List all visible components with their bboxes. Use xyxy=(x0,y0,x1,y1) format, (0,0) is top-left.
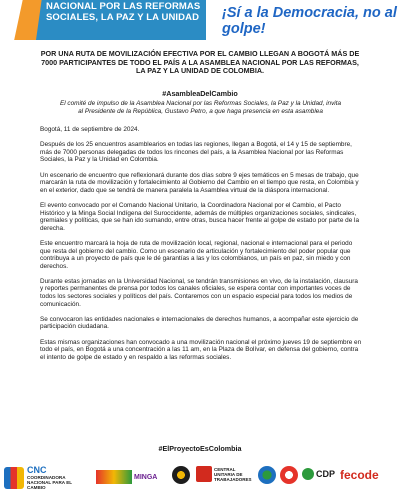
document-body xyxy=(40,126,362,369)
footer-logos xyxy=(0,456,400,500)
paragraph: Durante estas jornadas en la Universidad Nacional, se tendrán transmisiones en vivo, de la instalación, clausura y reportes permanentes de prensa por todos los canales oficiales, se espera contar con importantes voces de todos los sectores sociales y políticos del país. Contaremos con un espacio especial para todos los medios de comunicación. xyxy=(40,277,358,308)
cnc-subtitle: COORDINADORA NACIONAL PARA EL CAMBIO xyxy=(27,475,73,490)
cdp-logo xyxy=(302,468,335,480)
org-logo xyxy=(280,466,298,484)
minga-mark-icon xyxy=(96,470,132,484)
cut-logo xyxy=(196,466,254,482)
cnc-label: CNC xyxy=(27,465,47,475)
intro-text: El comité de impulso de la Asamblea Nacional por las Reformas Sociales, la Paz y la Unidad, invita al Presidente de la República, Gustavo Petro, a que haga presencia en esta asamblea xyxy=(59,100,342,115)
org-logo xyxy=(172,466,190,484)
header xyxy=(0,0,400,44)
paragraph: Estas mismas organizaciones han convocado a una movilización nacional el próximo jueves 19 de septiembre en todo el país, en Bogotá a una concentración a las 11 am, en la Plaza de Bolívar, en defensa del gobierno, contra el intento de golpe de estado y en respaldo a las reformas sociales. xyxy=(40,338,362,361)
round-emblem-icon xyxy=(280,466,298,484)
paragraph: El evento convocado por el Comando Nacional Unitario, la Coordinadora Nacional por el Cambio, el Pacto Histórico y la Minga Social Indígena del Suroccidente, además de múltiples organizaciones sociales, sindicales, gremiales y políticas, que se han ido sumando, entre otras, busca hacer frente al golpe de estado por parte de la derecha. xyxy=(40,201,360,232)
cut-label: CENTRAL UNITARIA DE TRABAJADORES xyxy=(214,466,252,482)
date-line: Bogotá, 11 de septiembre de 2024. xyxy=(40,126,140,133)
hashtag-top: #AsambleaDelCambio xyxy=(162,89,238,98)
slogan: ¡Sí a la Democracia, no al golpe! xyxy=(222,5,397,37)
campaign-banner xyxy=(6,0,206,40)
cdp-label: CDP xyxy=(316,468,336,479)
paragraph: Se convocaron las entidades nacionales e internacionales de derechos humanos, a acompañar este ejercicio de participación ciudadana. xyxy=(40,315,359,331)
banner-text: NACIONAL POR LAS REFORMAS SOCIALES, LA PAZ Y LA UNIDAD xyxy=(46,1,201,23)
paragraph: Después de los 25 encuentros asamblearios en todas las regiones, llegan a Bogotá, el 14 y 15 de septiembre, más de 7000 personas delegadas de todos los rincones del país, a la Asamblea Nacional por las Reformas Sociales, la Paz y la Unidad en Colombia. xyxy=(40,141,352,164)
paragraph: Este encuentro marcará la hoja de ruta de movilización local, regional, nacional e internacional para el periodo que resta del gobierno del cambio. Como un escenario de articulación y fortalecimiento del poder popular que contribuya a un proyecto de país que le dé garantías a las y los colombianos, un país en paz, sin miedo y con derechos. xyxy=(40,239,353,270)
cdp-mark-icon xyxy=(302,468,314,480)
emblem-icon xyxy=(172,466,190,484)
fecode-logo xyxy=(340,468,379,482)
minga-label: MINGA xyxy=(134,473,158,481)
minga-logo xyxy=(96,470,157,484)
paragraph: Un escenario de encuentro que reflexionará durante dos días sobre 9 ejes temáticos en 5 mesas de trabajo, que marcarán la ruta de movilización y fortalecimiento al Gobierno del Cambio en el tiempo que resta, en Colombia y en el exterior, dado que se tendrá de manera paralela la Asamblea virtual de la diáspora internacional. xyxy=(40,171,359,194)
round-emblem-icon xyxy=(258,466,276,484)
cnc-mark-icon xyxy=(4,467,24,489)
org-logo xyxy=(258,466,276,484)
fecode-label: fecode xyxy=(340,468,379,482)
document-title: POR UNA RUTA DE MOVILIZACIÓN EFECTIVA POR EL CAMBIO LLEGAN A BOGOTÁ MÁS DE 7000 PARTICIPANTES DE TODO EL PAÍS A LA ASAMBLEA NACIONAL POR LAS REFORMAS, LA PAZ Y LA UNIDAD DE COLOMBIA. xyxy=(40,49,360,76)
cnc-logo xyxy=(4,466,83,490)
cut-mark-icon xyxy=(196,466,212,482)
hashtag-bottom: #ElProyectoEsColombia xyxy=(158,444,242,453)
